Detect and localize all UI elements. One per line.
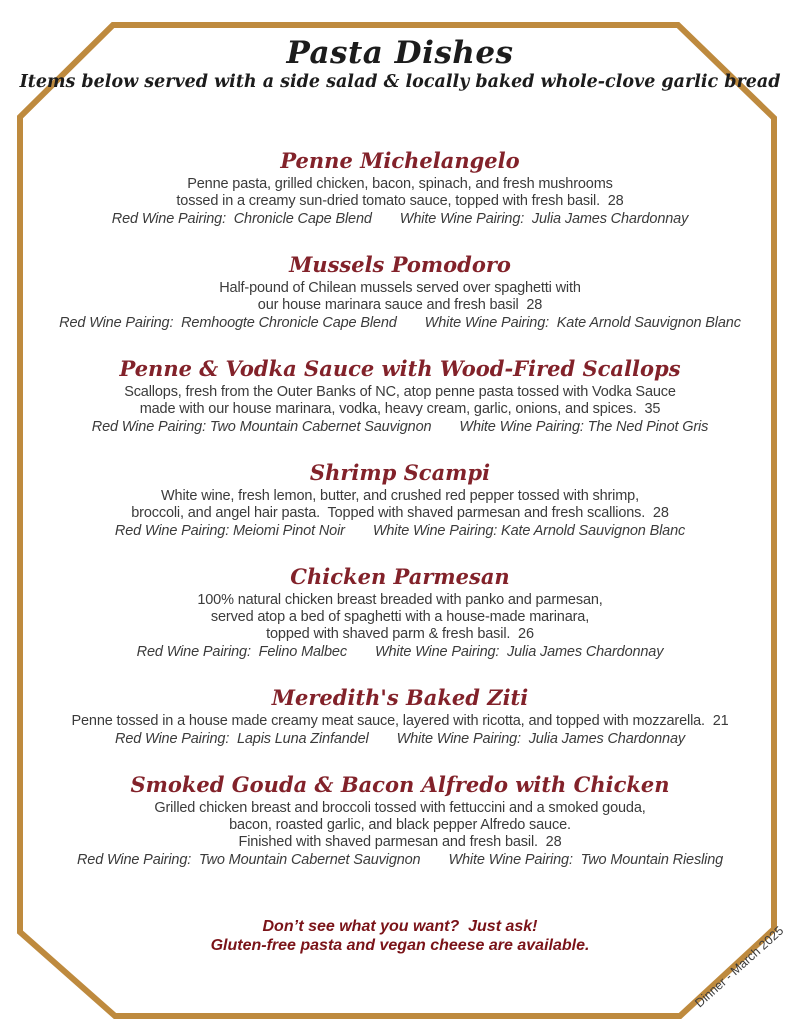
dish-description-line: Grilled chicken breast and broccoli tossed with fettuccini and a smoked gouda,: [154, 800, 646, 816]
dish-section: [0, 460, 800, 540]
dish-description-line: White wine, fresh lemon, butter, and crushed red pepper tossed with shrimp,: [161, 488, 639, 504]
wine-pairing-line: [0, 418, 800, 436]
white-wine-pairing: White Wine Pairing: Kate Arnold Sauvignon Blanc: [372, 523, 686, 539]
dish-section: [0, 772, 800, 869]
dish-description-line: served atop a bed of spaghetti with a house-made marinara,: [210, 609, 590, 625]
dish-name: Chicken Parmesan: [290, 564, 510, 589]
dish-name: Smoked Gouda & Bacon Alfredo with Chicken: [130, 772, 670, 797]
footer-note-line-1: Don’t see what you want? Just ask!: [262, 918, 538, 935]
white-wine-pairing: White Wine Pairing: The Ned Pinot Gris: [459, 419, 709, 435]
dish-section: [0, 148, 800, 228]
red-wine-pairing: Red Wine Pairing: Chronicle Cape Blend: [111, 211, 372, 227]
wine-pairing-line: [0, 643, 800, 661]
red-wine-pairing: Red Wine Pairing: Two Mountain Cabernet Sauvignon: [91, 419, 432, 435]
red-wine-pairing: Red Wine Pairing: Felino Malbec: [136, 644, 347, 660]
dish-name: Penne Michelangelo: [280, 148, 520, 173]
dish-description-line: bacon, roasted garlic, and black pepper Alfredo sauce.: [229, 817, 571, 833]
dish-description-line: Scallops, fresh from the Outer Banks of NC, atop penne pasta tossed with Vodka Sauce: [124, 384, 676, 400]
wine-pairing-line: [0, 314, 800, 332]
red-wine-pairing: Red Wine Pairing: Meiomi Pinot Noir: [114, 523, 345, 539]
dish-section: [0, 252, 800, 332]
dish-list: [0, 148, 800, 869]
white-wine-pairing: White Wine Pairing: Julia James Chardonnay: [399, 211, 689, 227]
page-subtitle: Items below served with a side salad & locally baked whole-clove garlic bread: [19, 72, 781, 92]
dish-section: [0, 685, 800, 748]
dish-description-line: made with our house marinara, vodka, heavy cream, garlic, onions, and spices. 35: [139, 401, 661, 417]
red-wine-pairing: Red Wine Pairing: Remhoogte Chronicle Cape Blend: [59, 315, 397, 331]
page-title: Pasta Dishes: [286, 35, 514, 71]
dish-description-line: Penne pasta, grilled chicken, bacon, spinach, and fresh mushrooms: [187, 176, 613, 192]
white-wine-pairing: White Wine Pairing: Julia James Chardonnay: [396, 731, 685, 747]
menu-header: [0, 36, 800, 94]
dish-name: Meredith's Baked Ziti: [271, 685, 529, 710]
footer-note-line-2: Gluten-free pasta and vegan cheese are available.: [210, 937, 590, 954]
wine-pairing-line: [0, 851, 800, 869]
dish-description-line: 100% natural chicken breast breaded with panko and parmesan,: [197, 592, 603, 608]
dish-name: Penne & Vodka Sauce with Wood-Fired Scallops: [119, 356, 681, 381]
dish-description-line: Finished with shaved parmesan and fresh basil. 28: [238, 834, 562, 850]
wine-pairing-line: [0, 522, 800, 540]
white-wine-pairing: White Wine Pairing: Julia James Chardonnay: [374, 644, 664, 660]
red-wine-pairing: Red Wine Pairing: Lapis Luna Zinfandel: [115, 731, 369, 747]
wine-pairing-line: [0, 730, 800, 748]
dish-name: Mussels Pomodoro: [289, 252, 511, 277]
dish-section: [0, 564, 800, 661]
dish-description-line: tossed in a creamy sun-dried tomato sauce, topped with fresh basil. 28: [176, 193, 624, 209]
dish-description-line: Penne tossed in a house made creamy meat sauce, layered with ricotta, and topped with mozzarella. 21: [71, 713, 729, 729]
dish-description-line: broccoli, and angel hair pasta. Topped with shaved parmesan and fresh scallions. 28: [131, 505, 669, 521]
red-wine-pairing: Red Wine Pairing: Two Mountain Cabernet Sauvignon: [76, 852, 421, 868]
dish-name: Shrimp Scampi: [309, 460, 491, 485]
wine-pairing-line: [0, 210, 800, 228]
edition-label: Dinner - March 2025: [692, 923, 787, 1011]
dish-description-line: Half-pound of Chilean mussels served over spaghetti with: [219, 280, 581, 296]
dish-section: [0, 356, 800, 436]
white-wine-pairing: White Wine Pairing: Two Mountain Riesling: [448, 852, 724, 868]
dish-description-line: our house marinara sauce and fresh basil 28: [257, 297, 543, 313]
white-wine-pairing: White Wine Pairing: Kate Arnold Sauvignon Blanc: [424, 315, 741, 331]
dish-description-line: topped with shaved parm & fresh basil. 26: [266, 626, 534, 642]
menu-footer: [0, 917, 800, 955]
